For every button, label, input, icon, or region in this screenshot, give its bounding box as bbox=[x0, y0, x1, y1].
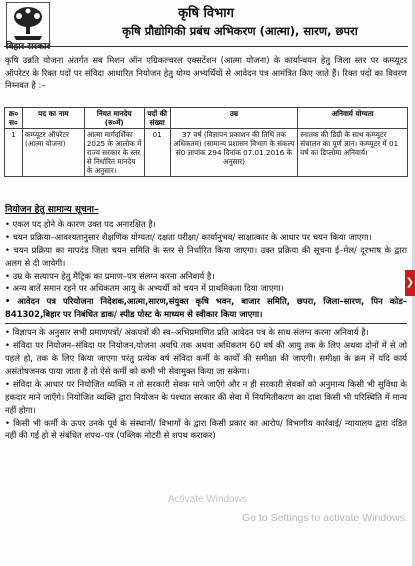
list-item: • चयन प्रक्रिया–आवश्यतानुसार शैक्षणिक योग्यता/ दक्षता परीक्षा/ कार्यानुभव/ साक्षात्कार के आधार पर चयन किया जाएगा। bbox=[5, 231, 372, 242]
list-item: • विज्ञापन के अनुसार सभी प्रमाणपत्रों/ अंकपत्रों की स्व–अभिप्रमाणित प्रति आवेदन पत्र के साथ संलग्न करना अनिवार्य है। bbox=[5, 327, 369, 338]
cell-age: 37 वर्ष (विज्ञापन प्रकाशन की तिथि तक अधिकतम) (सामान्य प्रशासन विभाग के संकल्प सं0 ज्ञापांक 294 दिनांक 07.01.2016 के अनुसार) bbox=[170, 129, 298, 177]
cell-qualification: स्नातक की डिग्री के साथ कम्प्यूटर संचालन का पूर्ण ज्ञान। कम्प्यूटर में 01 वर्ष का डिप्लोमा अनिवार्य। bbox=[298, 129, 408, 177]
cell-honorarium: आत्मा मार्गदर्शिका 2025 के आलोक में राज्य सरकार के स्तर से निर्धारित मानदेय के अनुसार। bbox=[84, 129, 144, 177]
department-title: कृषि विभाग bbox=[178, 6, 234, 21]
vacancy-table bbox=[4, 107, 408, 177]
list-item: • उम्र के सत्यापन हेतु मैट्रिक का प्रमाण–पत्र संलग्न करना अनिवार्य है। bbox=[5, 270, 215, 281]
cell-serial: 1 bbox=[5, 129, 23, 177]
next-arrow-icon[interactable]: ❯ bbox=[405, 270, 415, 296]
col-age: उम्र bbox=[170, 108, 298, 129]
list-item: • अन्य बातें समान रहने पर अधिकतम आयु के अभ्यर्थी को चयन में प्राथमिकता दिया जाएगा। bbox=[5, 283, 284, 294]
intro-paragraph: कृषि उन्नति योजना अंतर्गत सब मिशन ऑन एग्रिकल्चरल एक्सटेंशन (आत्मा योजना) के कार्यान्वयन हेतु जिला स्तर पर कम्प्यूटर ऑपरेटर के रिक्त पदों पर संविदा आधारित नियोजन हेतु योग्य अभ्यर्थियों से आवेदन पत्र आमंत्रित किए जाते हैं। रिक्त पदों का विवरण निम्नवत है :– bbox=[5, 55, 407, 91]
list-item: • संविदा पर नियोजन–संविदा पर नियोजन,योजना अवधि तक अथवा अधिकतम 60 वर्ष की आयु तक के लिए अथवा दोनों में से जो पहले हो, तक के लिए किया जाएगा परंतु प्रत्येक वर्ष संविदा कर्मी के कार्यों की समीक्षा की जाएगी। समीक्षा के क्रम में यदि कार्य असंतोषजनक पाया जाता है तो ऐसे कर्मी को कभी भी सेवामुक्त किया जा सकेगा। bbox=[5, 340, 407, 376]
col-serial: क्र० स० bbox=[5, 108, 23, 129]
header bbox=[0, 0, 412, 54]
logo-text: बिहार सरकार bbox=[5, 42, 51, 52]
list-item: • संविदा के आधार पर नियोजित व्यक्ति न तो सरकारी सेवक माने जाएँगे और न ही सरकारी सेवकों को अनुमान्य किसी भी सुविधा के हकदार माने जाएँगे। नियोजित व्यक्ति द्वारा नियोजन के पश्चात सरकार की सेवा में नियमितीकरण का दावा किसी भी परिस्थिति में मान्य नहीं होगा। bbox=[5, 378, 407, 415]
cell-post-count: 01 bbox=[144, 129, 170, 177]
list-item-address: • आवेदन पत्र परियोजना निदेशक,आत्मा,सारण,संयुक्त कृषि भवन, बाजार समिति, छपरा, जिला–सारण, पिन कोड–841302,बिहार पर निबंधित डाक/ स्पीड पोस्ट के माध्यम से स्वीकार किया जाएगा। bbox=[5, 296, 407, 320]
col-post-name: पद का नाम bbox=[22, 108, 84, 129]
list-item: • एकल पद होने के कारण उक्त पद अनारक्षित है। bbox=[5, 218, 156, 229]
list-item: • चयन प्रक्रिया का मापदंड जिला चयन समिति के स्तर से निर्धारित किया जाएगा। उक्त प्रक्रिया की सूचना ई–मेल/ दूरभाष के द्वारा अलग से दी जायेगी। bbox=[5, 244, 407, 268]
cell-post-name: कम्प्यूटर ऑपरेटर (आत्मा योजना) bbox=[22, 129, 84, 177]
table-header-row bbox=[5, 108, 408, 129]
activate-windows-watermark: Go to Settings to activate Windows. bbox=[242, 512, 408, 524]
col-post-count: पदों की संख्या bbox=[144, 108, 170, 129]
agency-subtitle: कृषि प्रौद्योगिकी प्रबंध अभिकरण (आत्मा), सारण, छपरा bbox=[122, 24, 358, 38]
col-qualification: अनिवार्य योग्यता bbox=[298, 108, 408, 129]
activate-windows-title: Activate Windows bbox=[168, 494, 247, 505]
list-item: • किसी भी कर्मी के ऊपर उनके पूर्व के संस्थानों/ विभागों के द्वारा किसी प्रकार का आरोप/ विभागीय कार्रवाई/ न्यायालय द्वारा दंडित नहीं की गई हो से संबंधित शपथ–पत्र (पब्लिक नोटरी से शपथ कराकर) bbox=[5, 417, 407, 441]
table-row bbox=[5, 129, 408, 177]
section-divider bbox=[5, 323, 407, 324]
header-divider bbox=[4, 46, 408, 47]
col-honorarium: नियत मानदेय (रु०में) bbox=[84, 108, 144, 129]
instructions-heading: नियोजन हेतु सामान्य सूचना– bbox=[5, 205, 99, 215]
general-instructions bbox=[5, 204, 407, 442]
